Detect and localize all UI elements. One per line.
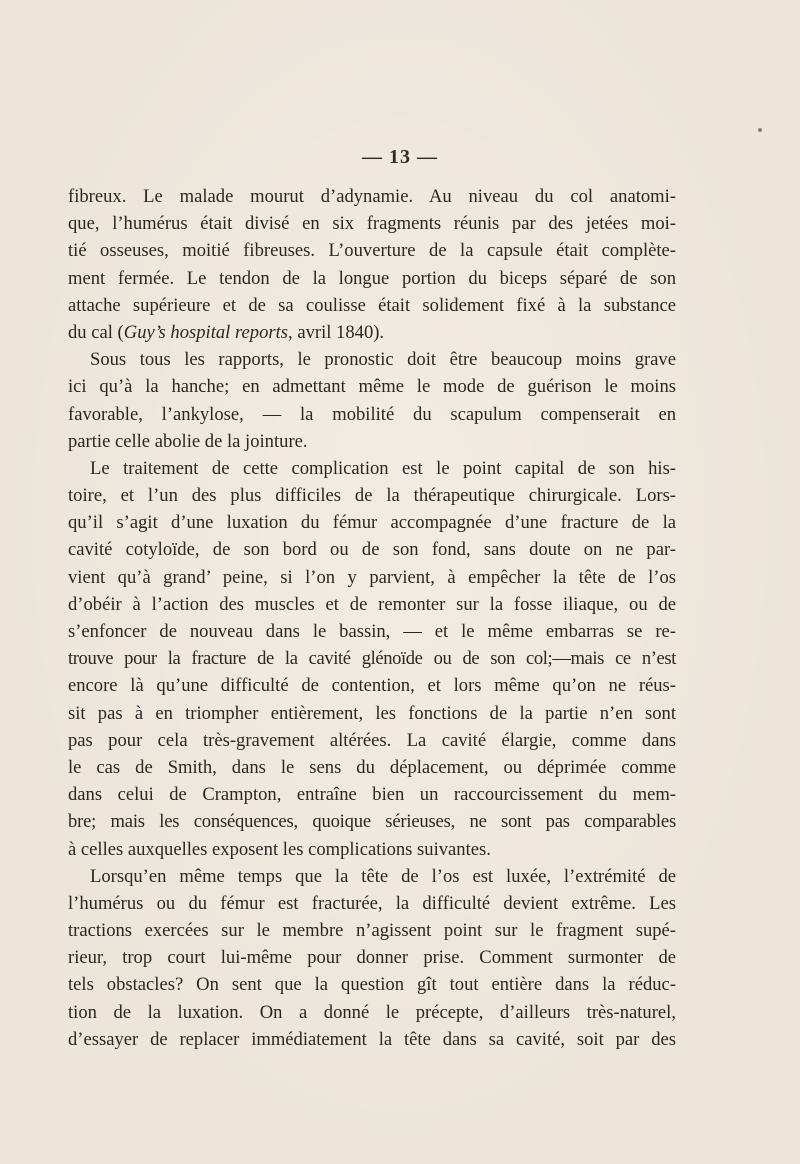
text-line: tion de la luxation. On a donné le précepte, d’ailleurs très-naturel, [68,1001,676,1023]
text-line: pas pour cela très-gravement altérées. La cavité élargie, comme dans [68,729,676,751]
journal-title: Guy’s hospital reports [123,321,289,343]
page-number: — 13 — [362,146,438,168]
body-text [68,183,676,1053]
text-line: ment fermée. Le tendon de la longue portion du biceps séparé de son [68,267,676,289]
text-line: bre; mais les conséquences, quoique sérieuses, ne sont pas comparables [68,811,676,833]
text-line: qu’il s’agit d’une luxation du fémur accompagnée d’une fracture de la [68,512,676,534]
text-line: d’essayer de replacer immédiatement la tête dans sa cavité, soit par des [68,1028,676,1050]
text-line: tels obstacles? On sent que la question gît tout entière dans la réduc- [68,974,676,996]
text-line: Lorsqu’en même temps que la tête de l’os est luxée, l’extrémité de [90,865,676,887]
text-line: cavité cotyloïde, de son bord ou de son fond, sans doute on ne par- [68,539,676,561]
text-line: du cal (Guy’s hospital reports, avril 1840). [68,321,385,343]
text-line: à celles auxquelles exposent les complications suivantes. [68,838,491,860]
text-line: partie celle abolie de la jointure. [68,430,308,452]
text-line: tractions exercées sur le membre n’agissent point sur le fragment supé- [68,920,676,942]
text-line: favorable, l’ankylose, — la mobilité du scapulum compenserait en [68,403,676,425]
text-line: l’humérus ou du fémur est fracturée, la difficulté devient extrême. Les [68,892,676,914]
paper-speck [758,128,762,132]
text-line: ici qu’à la hanche; en admettant même le mode de guérison le moins [68,376,676,398]
text-line: sit pas à en triompher entièrement, les fonctions de la partie n’en sont [68,702,676,724]
text-line: vient qu’à grand’ peine, si l’on y parvient, à empêcher la tête de l’os [68,566,676,588]
text-line: trouve pour la fracture de la cavité glénoïde ou de son col;—mais ce n’est [68,648,676,670]
text-line: tié osseuses, moitié fibreuses. L’ouverture de la capsule était complète- [68,240,676,262]
text-line: que, l’humérus était divisé en six fragments réunis par des jetées moi- [68,213,676,235]
text-line: Sous tous les rapports, le pronostic doit être beaucoup moins grave [90,349,676,371]
text-line: s’enfoncer de nouveau dans le bassin, — et le même embarras se re- [68,621,676,642]
text-line: fibreux. Le malade mourut d’adynamie. Au niveau du col anatomi- [68,186,676,207]
text-line: le cas de Smith, dans le sens du déplacement, ou déprimée comme [68,756,676,778]
text-line: Le traitement de cette complication est le point capital de son his- [90,457,676,479]
text-line: dans celui de Crampton, entraîne bien un raccourcissement du mem- [68,784,676,806]
text-line: d’obéir à l’action des muscles et de remonter sur la fosse iliaque, ou de [68,593,676,615]
text-line: attache supérieure et de sa coulisse était solidement fixé à la substance [68,294,676,316]
text-line: toire, et l’un des plus difficiles de la thérapeutique chirurgicale. Lors- [68,485,676,507]
text-line: rieur, trop court lui-même pour donner prise. Comment surmonter de [68,947,676,969]
text-line: encore là qu’une difficulté de contention, et lors même qu’on ne réus- [68,675,676,697]
